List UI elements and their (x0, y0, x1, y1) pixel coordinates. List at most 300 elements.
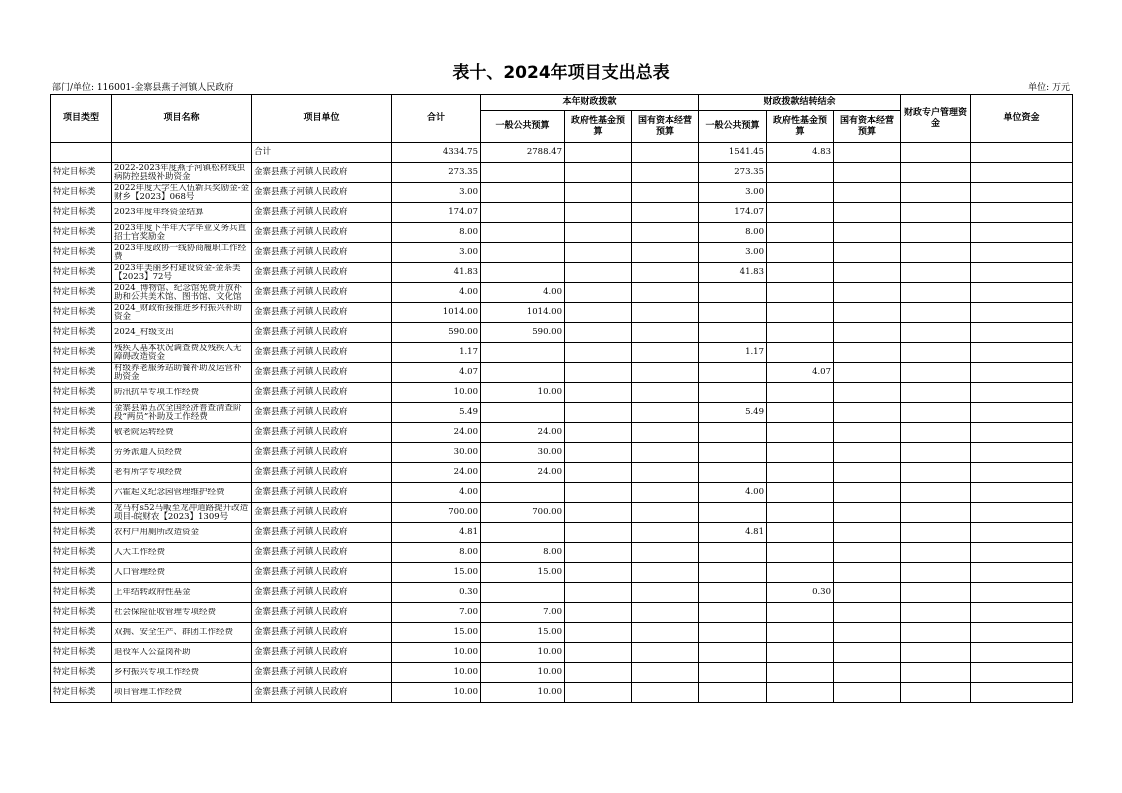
table-row (51, 283, 1073, 303)
cell-cur-state-capital (632, 623, 699, 643)
table-row (51, 543, 1073, 563)
cell-unit-funds (971, 443, 1073, 463)
cell-type: 特定目标类 (51, 463, 112, 483)
cell-unit: 金寨县燕子河镇人民政府 (252, 323, 392, 343)
cell-co-gov-fund (767, 383, 834, 403)
cell-type: 特定目标类 (51, 383, 112, 403)
cell-cur-state-capital (632, 323, 699, 343)
cell-co-gov-fund (767, 423, 834, 443)
cell-special (901, 343, 971, 363)
cell-unit: 金寨县燕子河镇人民政府 (252, 283, 392, 303)
cell-type: 特定目标类 (51, 683, 112, 703)
table-row (51, 243, 1073, 263)
cell-total: 273.35 (392, 163, 481, 183)
cell-unit: 金寨县燕子河镇人民政府 (252, 423, 392, 443)
cell-cur-general: 30.00 (481, 443, 565, 463)
cell-co-state-capital (834, 543, 901, 563)
cell-co-state-capital (834, 163, 901, 183)
cell-type: 特定目标类 (51, 183, 112, 203)
cell-cur-gov-fund (565, 483, 632, 503)
cell-co-gov-fund (767, 643, 834, 663)
cell-cur-gov-fund (565, 323, 632, 343)
table-row (51, 383, 1073, 403)
cell-special (901, 363, 971, 383)
cell-total: 24.00 (392, 463, 481, 483)
cell-special (901, 523, 971, 543)
project-name-text: 乡村振兴专项工作经费 (114, 668, 200, 677)
cell-name (112, 603, 252, 623)
cell-unit-funds (971, 263, 1073, 283)
project-name-text: 防汛抗旱专项工作经费 (114, 388, 200, 397)
header-special-account-funds: 财政专户管理资金 (901, 95, 971, 143)
project-name-text: 人口管理经费 (114, 568, 166, 577)
cell-name (112, 463, 252, 483)
cell-co-state-capital (834, 263, 901, 283)
cell-name (112, 383, 252, 403)
total-unit-funds (971, 143, 1073, 163)
cell-type: 特定目标类 (51, 663, 112, 683)
cell-co-state-capital (834, 323, 901, 343)
table-row (51, 663, 1073, 683)
cell-unit: 金寨县燕子河镇人民政府 (252, 543, 392, 563)
project-name-text: 2024_财政衔接推进乡村振兴补助资金 (114, 303, 242, 322)
cell-special (901, 503, 971, 523)
cell-type: 特定目标类 (51, 323, 112, 343)
cell-cur-general: 10.00 (481, 643, 565, 663)
cell-cur-state-capital (632, 283, 699, 303)
project-name-text: 2022-2023年度燕子河镇松材线虫病防控县级补助资金 (114, 163, 246, 182)
cell-type: 特定目标类 (51, 483, 112, 503)
cell-cur-general: 15.00 (481, 623, 565, 643)
cell-cur-state-capital (632, 503, 699, 523)
cell-co-general (699, 583, 767, 603)
cell-co-general: 3.00 (699, 183, 767, 203)
cell-cur-gov-fund (565, 163, 632, 183)
cell-co-general (699, 543, 767, 563)
cell-unit-funds (971, 383, 1073, 403)
cell-special (901, 483, 971, 503)
cell-co-state-capital (834, 243, 901, 263)
total-co-gov-fund: 4.83 (767, 143, 834, 163)
cell-name (112, 183, 252, 203)
cell-unit: 金寨县燕子河镇人民政府 (252, 683, 392, 703)
header-project-unit: 项目单位 (252, 95, 392, 143)
project-name-text: 村级养老服务站助餐补助及运营补助资金 (114, 363, 242, 382)
cell-unit-funds (971, 423, 1073, 443)
cell-type: 特定目标类 (51, 623, 112, 643)
cell-special (901, 163, 971, 183)
cell-unit: 金寨县燕子河镇人民政府 (252, 443, 392, 463)
cell-unit: 金寨县燕子河镇人民政府 (252, 663, 392, 683)
cell-special (901, 443, 971, 463)
cell-co-state-capital (834, 403, 901, 423)
cell-cur-general: 10.00 (481, 663, 565, 683)
table-row (51, 683, 1073, 703)
cell-type: 特定目标类 (51, 423, 112, 443)
total-special (901, 143, 971, 163)
header-carryover-group: 财政拨款结转结余 (699, 95, 901, 111)
header-unit-funds: 单位资金 (971, 95, 1073, 143)
cell-co-gov-fund: 0.30 (767, 583, 834, 603)
cell-unit-funds (971, 603, 1073, 623)
cell-cur-state-capital (632, 383, 699, 403)
cell-co-state-capital (834, 363, 901, 383)
cell-total: 10.00 (392, 383, 481, 403)
table-row (51, 423, 1073, 443)
cell-co-state-capital (834, 683, 901, 703)
project-name-text: 2022年度大学生入伍新兵奖励金-金财乡【2023】068号 (114, 183, 249, 202)
cell-unit: 金寨县燕子河镇人民政府 (252, 523, 392, 543)
cell-co-general (699, 643, 767, 663)
cell-cur-state-capital (632, 603, 699, 623)
cell-co-general: 5.49 (699, 403, 767, 423)
cell-total: 3.00 (392, 243, 481, 263)
cell-co-gov-fund (767, 623, 834, 643)
table-row (51, 363, 1073, 383)
cell-unit: 金寨县燕子河镇人民政府 (252, 163, 392, 183)
cell-cur-gov-fund (565, 223, 632, 243)
cell-name (112, 643, 252, 663)
cell-name (112, 163, 252, 183)
cell-name (112, 543, 252, 563)
project-name-text: 退役军人公益岗补助 (114, 648, 191, 657)
cell-name (112, 303, 252, 323)
table-row (51, 343, 1073, 363)
cell-co-general: 3.00 (699, 243, 767, 263)
cell-unit-funds (971, 163, 1073, 183)
cell-total: 4.00 (392, 483, 481, 503)
cell-co-state-capital (834, 563, 901, 583)
cell-special (901, 623, 971, 643)
cell-special (901, 263, 971, 283)
table-row (51, 303, 1073, 323)
cell-cur-state-capital (632, 243, 699, 263)
cell-cur-state-capital (632, 643, 699, 663)
cell-unit: 金寨县燕子河镇人民政府 (252, 203, 392, 223)
cell-unit-funds (971, 203, 1073, 223)
cell-co-general (699, 463, 767, 483)
cell-cur-state-capital (632, 343, 699, 363)
project-name-text: 人大工作经费 (114, 548, 166, 557)
cell-type: 特定目标类 (51, 203, 112, 223)
cell-co-general (699, 383, 767, 403)
unit-label: 单位: 万元 (1028, 83, 1070, 93)
cell-cur-state-capital (632, 563, 699, 583)
cell-unit-funds (971, 323, 1073, 343)
cell-co-state-capital (834, 603, 901, 623)
cell-type: 特定目标类 (51, 543, 112, 563)
total-row (51, 143, 1073, 163)
cell-co-state-capital (834, 183, 901, 203)
cell-unit-funds (971, 403, 1073, 423)
cell-total: 5.49 (392, 403, 481, 423)
table-row (51, 183, 1073, 203)
cell-cur-state-capital (632, 263, 699, 283)
cell-cur-general (481, 243, 565, 263)
project-name-text: 双拥、安全生产、群团工作经费 (114, 628, 234, 637)
cell-cur-general: 700.00 (481, 503, 565, 523)
project-name-text: 老有所学专项经费 (114, 468, 183, 477)
project-name-text: 2023年度政协一线协商履职工作经费 (114, 243, 247, 262)
cell-name (112, 363, 252, 383)
cell-co-general (699, 443, 767, 463)
cell-special (901, 683, 971, 703)
cell-type: 特定目标类 (51, 563, 112, 583)
project-name-text: 残疾人基本状况调查费及残疾人无障碍改造资金 (114, 343, 242, 362)
cell-cur-general: 24.00 (481, 463, 565, 483)
cell-name (112, 583, 252, 603)
cell-cur-state-capital (632, 523, 699, 543)
cell-special (901, 323, 971, 343)
cell-cur-state-capital (632, 363, 699, 383)
cell-unit: 金寨县燕子河镇人民政府 (252, 583, 392, 603)
cell-total: 10.00 (392, 663, 481, 683)
cell-name (112, 663, 252, 683)
cell-unit-funds (971, 303, 1073, 323)
cell-co-gov-fund (767, 463, 834, 483)
total-label: 合计 (252, 143, 392, 163)
cell-cur-general (481, 483, 565, 503)
cell-co-state-capital (834, 223, 901, 243)
total-cur-general: 2788.47 (481, 143, 565, 163)
cell-cur-state-capital (632, 223, 699, 243)
cell-cur-gov-fund (565, 663, 632, 683)
cell-special (901, 303, 971, 323)
cell-cur-state-capital (632, 583, 699, 603)
cell-type: 特定目标类 (51, 303, 112, 323)
cell-cur-gov-fund (565, 343, 632, 363)
project-name-text: 金寨县第五次全国经济普查清查阶段“两员”补助及工作经费 (114, 403, 242, 422)
cell-unit: 金寨县燕子河镇人民政府 (252, 623, 392, 643)
cell-cur-gov-fund (565, 563, 632, 583)
cell-cur-general: 8.00 (481, 543, 565, 563)
cell-cur-gov-fund (565, 543, 632, 563)
cell-name (112, 503, 252, 523)
cell-type: 特定目标类 (51, 343, 112, 363)
cell-special (901, 203, 971, 223)
cell-total: 41.83 (392, 263, 481, 283)
cell-cur-state-capital (632, 483, 699, 503)
cell-unit: 金寨县燕子河镇人民政府 (252, 643, 392, 663)
cell-co-gov-fund (767, 483, 834, 503)
table-row (51, 523, 1073, 543)
cell-co-general (699, 563, 767, 583)
project-name-text: 项目管理工作经费 (114, 688, 183, 697)
cell-unit-funds (971, 583, 1073, 603)
table-row (51, 403, 1073, 423)
cell-type: 特定目标类 (51, 283, 112, 303)
cell-special (901, 183, 971, 203)
table-row (51, 443, 1073, 463)
cell-cur-gov-fund (565, 443, 632, 463)
cell-total: 15.00 (392, 623, 481, 643)
cell-total: 24.00 (392, 423, 481, 443)
table-row (51, 483, 1073, 503)
cell-cur-gov-fund (565, 523, 632, 543)
cell-cur-gov-fund (565, 363, 632, 383)
cell-name (112, 483, 252, 503)
cell-cur-gov-fund (565, 643, 632, 663)
project-name-text: 2024_村级支出 (114, 328, 174, 337)
header-cur-gov-fund: 政府性基金预算 (565, 111, 632, 143)
table-row (51, 263, 1073, 283)
cell-unit: 金寨县燕子河镇人民政府 (252, 603, 392, 623)
cell-co-gov-fund (767, 543, 834, 563)
cell-cur-gov-fund (565, 583, 632, 603)
cell-co-gov-fund: 4.07 (767, 363, 834, 383)
cell-co-general: 41.83 (699, 263, 767, 283)
cell-unit-funds (971, 523, 1073, 543)
cell-cur-gov-fund (565, 603, 632, 623)
total-cur-state-capital (632, 143, 699, 163)
cell-co-gov-fund (767, 563, 834, 583)
cell-unit-funds (971, 623, 1073, 643)
cell-cur-general: 10.00 (481, 383, 565, 403)
cell-total: 8.00 (392, 543, 481, 563)
total-co-state-capital (834, 143, 901, 163)
cell-total: 10.00 (392, 643, 481, 663)
cell-cur-state-capital (632, 303, 699, 323)
cell-unit-funds (971, 643, 1073, 663)
cell-cur-gov-fund (565, 183, 632, 203)
cell-name (112, 423, 252, 443)
cell-co-state-capital (834, 483, 901, 503)
header-project-name: 项目名称 (112, 95, 252, 143)
cell-cur-general (481, 203, 565, 223)
cell-co-general: 1.17 (699, 343, 767, 363)
cell-co-general (699, 423, 767, 443)
cell-total: 174.07 (392, 203, 481, 223)
cell-cur-state-capital (632, 403, 699, 423)
cell-total: 7.00 (392, 603, 481, 623)
cell-co-state-capital (834, 463, 901, 483)
total-co-general: 1541.45 (699, 143, 767, 163)
cell-co-state-capital (834, 383, 901, 403)
total-cur-gov-fund (565, 143, 632, 163)
cell-type: 特定目标类 (51, 643, 112, 663)
cell-unit: 金寨县燕子河镇人民政府 (252, 383, 392, 403)
cell-unit-funds (971, 663, 1073, 683)
cell-co-state-capital (834, 283, 901, 303)
table-row (51, 223, 1073, 243)
cell-type: 特定目标类 (51, 363, 112, 383)
cell-cur-state-capital (632, 663, 699, 683)
cell-cur-gov-fund (565, 383, 632, 403)
cell-co-general (699, 303, 767, 323)
cell-co-general (699, 323, 767, 343)
cell-name (112, 203, 252, 223)
cell-cur-general (481, 223, 565, 243)
cell-cur-general: 15.00 (481, 563, 565, 583)
cell-total: 1014.00 (392, 303, 481, 323)
header-current-year-group: 本年财政拨款 (481, 95, 699, 111)
cell-cur-gov-fund (565, 503, 632, 523)
cell-unit: 金寨县燕子河镇人民政府 (252, 363, 392, 383)
cell-total: 30.00 (392, 443, 481, 463)
cell-total: 10.00 (392, 683, 481, 703)
department-label: 部门/单位: 116001-金寨县燕子河镇人民政府 (52, 83, 234, 93)
table-row (51, 583, 1073, 603)
cell-co-gov-fund (767, 163, 834, 183)
cell-unit: 金寨县燕子河镇人民政府 (252, 243, 392, 263)
cell-cur-general: 1014.00 (481, 303, 565, 323)
table-row (51, 463, 1073, 483)
cell-special (901, 283, 971, 303)
cell-cur-state-capital (632, 683, 699, 703)
header-co-general: 一般公共预算 (699, 111, 767, 143)
header-total: 合计 (392, 95, 481, 143)
total-name (112, 143, 252, 163)
page-title: 表十、2024年项目支出总表 (452, 63, 670, 83)
cell-cur-state-capital (632, 423, 699, 443)
cell-co-gov-fund (767, 343, 834, 363)
cell-unit: 金寨县燕子河镇人民政府 (252, 343, 392, 363)
cell-co-gov-fund (767, 503, 834, 523)
cell-unit-funds (971, 343, 1073, 363)
table-row (51, 603, 1073, 623)
cell-co-general (699, 503, 767, 523)
cell-co-gov-fund (767, 683, 834, 703)
cell-co-general (699, 683, 767, 703)
cell-unit: 金寨县燕子河镇人民政府 (252, 483, 392, 503)
cell-cur-gov-fund (565, 423, 632, 443)
cell-cur-gov-fund (565, 203, 632, 223)
cell-co-gov-fund (767, 523, 834, 543)
cell-special (901, 423, 971, 443)
cell-co-state-capital (834, 643, 901, 663)
cell-unit-funds (971, 483, 1073, 503)
table-row (51, 203, 1073, 223)
cell-co-state-capital (834, 583, 901, 603)
cell-unit-funds (971, 503, 1073, 523)
cell-cur-general: 7.00 (481, 603, 565, 623)
total-type (51, 143, 112, 163)
cell-special (901, 583, 971, 603)
header-cur-general: 一般公共预算 (481, 111, 565, 143)
cell-type: 特定目标类 (51, 403, 112, 423)
cell-type: 特定目标类 (51, 223, 112, 243)
cell-special (901, 563, 971, 583)
cell-unit: 金寨县燕子河镇人民政府 (252, 503, 392, 523)
cell-special (901, 403, 971, 423)
project-name-text: 2023年美丽乡村建设资金-金茶美【2023】72号 (114, 263, 241, 282)
cell-total: 0.30 (392, 583, 481, 603)
cell-co-gov-fund (767, 183, 834, 203)
cell-special (901, 543, 971, 563)
cell-cur-general (481, 263, 565, 283)
cell-co-general: 174.07 (699, 203, 767, 223)
header-co-gov-fund: 政府性基金预算 (767, 111, 834, 143)
cell-cur-gov-fund (565, 283, 632, 303)
cell-unit: 金寨县燕子河镇人民政府 (252, 403, 392, 423)
cell-unit-funds (971, 363, 1073, 383)
cell-special (901, 663, 971, 683)
cell-type: 特定目标类 (51, 263, 112, 283)
cell-name (112, 343, 252, 363)
cell-co-general (699, 363, 767, 383)
cell-name (112, 283, 252, 303)
cell-cur-gov-fund (565, 463, 632, 483)
total-total: 4334.75 (392, 143, 481, 163)
cell-name (112, 243, 252, 263)
cell-co-gov-fund (767, 323, 834, 343)
cell-co-state-capital (834, 623, 901, 643)
project-name-text: 上年结转政府性基金 (114, 588, 191, 597)
cell-unit-funds (971, 283, 1073, 303)
cell-unit: 金寨县燕子河镇人民政府 (252, 183, 392, 203)
cell-cur-state-capital (632, 183, 699, 203)
cell-unit-funds (971, 683, 1073, 703)
